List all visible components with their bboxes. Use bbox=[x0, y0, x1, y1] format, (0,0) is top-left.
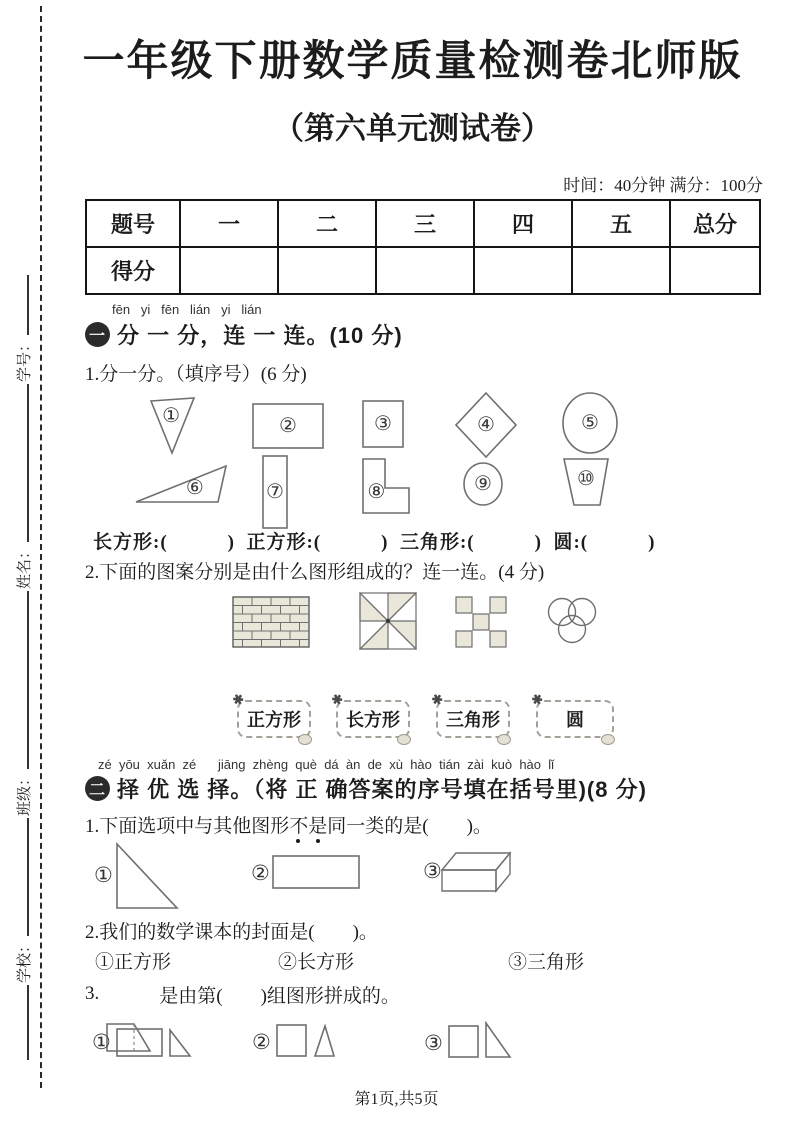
shape-l-shape bbox=[362, 458, 410, 514]
option-shape-rectangle bbox=[272, 855, 360, 889]
s2-q1-pre: 1.下面选项中与其他图形 bbox=[85, 816, 290, 837]
score-table bbox=[85, 199, 761, 295]
shape-scalene-triangle bbox=[135, 462, 230, 504]
option-number: ② bbox=[252, 1030, 271, 1054]
q3-opt2-isosceles-triangle bbox=[313, 1024, 337, 1058]
name-blank bbox=[25, 384, 29, 542]
page-title: 一年级下册数学质量检测卷北师版 bbox=[82, 39, 743, 85]
option-number: ① bbox=[92, 1030, 111, 1054]
score-header-cell: 二 bbox=[278, 200, 376, 247]
label-box-rectangle bbox=[329, 690, 410, 738]
shape-trapezoid bbox=[563, 458, 609, 506]
score-row-label: 得分 bbox=[86, 247, 180, 294]
s2-q2-option: ②长方形 bbox=[278, 952, 355, 973]
option-number: ① bbox=[94, 863, 113, 887]
pattern-pinwheel bbox=[359, 592, 417, 650]
option-number: ③ bbox=[423, 859, 442, 883]
s2-q2-text: 2.我们的数学课本的封面是( )。 bbox=[85, 922, 378, 943]
section2-heading-text: 择 优 选 择。（将 正 确答案的序号填在括号里)(8 分) bbox=[117, 777, 647, 802]
pattern-brick-wall bbox=[232, 596, 310, 648]
score-header-row bbox=[86, 200, 760, 247]
section-two-badge-icon: 二 bbox=[85, 776, 110, 801]
s2-q3-post: 是由第( )组图形拼成的。 bbox=[159, 985, 400, 1007]
shape-tall-rectangle bbox=[262, 455, 288, 529]
shape-number: ⑤ bbox=[581, 412, 599, 434]
q3-opt2-square bbox=[276, 1024, 308, 1058]
score-cell bbox=[278, 247, 376, 294]
score-cell bbox=[376, 247, 474, 294]
blob-icon bbox=[601, 734, 615, 745]
section-one-badge-icon: 一 bbox=[85, 322, 110, 347]
shape-number: ⑧ bbox=[367, 480, 386, 503]
label-box-text: 长方形 bbox=[346, 710, 400, 730]
blob-icon bbox=[397, 734, 411, 745]
label-box-text: 圆 bbox=[566, 710, 584, 730]
label-box-text: 三角形 bbox=[446, 710, 500, 730]
shape-square bbox=[362, 400, 404, 448]
s1-q1-answer-line: 长方形:( ) 正方形:( ) 三角形:( ) 圆:( ) bbox=[93, 532, 656, 553]
label-box-triangle bbox=[429, 690, 510, 738]
shape-number: ⑦ bbox=[266, 481, 284, 503]
q3-option-group-2 bbox=[252, 1020, 337, 1058]
s2-q1-text bbox=[85, 811, 492, 838]
pin-icon: ✱ bbox=[529, 690, 546, 709]
s2-q3-pre: 3. bbox=[85, 983, 100, 1004]
shape-triangle-down bbox=[148, 395, 196, 457]
score-cell bbox=[474, 247, 572, 294]
blob-icon bbox=[298, 734, 312, 745]
school-blank bbox=[25, 818, 29, 936]
student-info-sidebar bbox=[0, 0, 34, 1122]
pin-icon: ✱ bbox=[429, 690, 446, 709]
section2-pinyin: zé yōu xuǎn zé jiāng zhèng què dá àn de xù hào tián zài kuò hào lǐ bbox=[98, 757, 555, 772]
score-value-row bbox=[86, 247, 760, 294]
q3-option-group-3 bbox=[424, 1019, 513, 1059]
student-id-blank bbox=[25, 275, 29, 335]
section1-pinyin: fēn yi fēn lián yi lián bbox=[112, 302, 262, 317]
section1-heading-text: 分 一 分，连 一 连。(10 分) bbox=[117, 323, 403, 348]
score-header-cell: 五 bbox=[572, 200, 670, 247]
shape-rectangle bbox=[252, 403, 324, 449]
score-header-cell: 一 bbox=[180, 200, 278, 247]
shape-number: ④ bbox=[477, 414, 495, 436]
q3-composite-shape bbox=[106, 979, 152, 1009]
shape-number: ③ bbox=[374, 413, 392, 435]
page-number: 第1页,共5页 bbox=[354, 1091, 439, 1108]
shape-number: ⑨ bbox=[474, 473, 492, 495]
school-label: 学校： bbox=[16, 937, 33, 983]
shape-number: ① bbox=[162, 405, 180, 428]
s2-q3-text bbox=[85, 979, 400, 1009]
shape-circle bbox=[562, 392, 618, 454]
s2-q2-option: ③三角形 bbox=[508, 952, 585, 973]
q3-option-group-1 bbox=[92, 1022, 193, 1058]
label-box-text: 正方形 bbox=[247, 710, 301, 730]
score-header-cell: 总分 bbox=[670, 200, 760, 247]
pattern-overlapping-circles bbox=[544, 597, 600, 647]
q3-opt3-right-triangle bbox=[485, 1021, 513, 1059]
shape-number: ② bbox=[279, 415, 297, 437]
student-id-label: 学号： bbox=[16, 336, 33, 382]
s2-q2-option: ①正方形 bbox=[95, 952, 172, 973]
page-subtitle: （第六单元测试卷） bbox=[273, 111, 552, 146]
pin-icon: ✱ bbox=[230, 690, 247, 709]
blob-icon bbox=[497, 734, 511, 745]
score-cell bbox=[180, 247, 278, 294]
q3-opt3-square bbox=[448, 1025, 480, 1059]
option-number: ③ bbox=[424, 1031, 443, 1055]
section2-heading bbox=[85, 773, 647, 804]
s1-q2-text: 2.下面的图案分别是由什么图形组成的？连一连。(4 分) bbox=[85, 562, 545, 583]
shape-diamond bbox=[455, 392, 517, 458]
blank-line bbox=[25, 985, 29, 1060]
label-box-circle bbox=[529, 690, 614, 738]
seal-dashed-line bbox=[40, 6, 42, 1088]
option-shape-right-triangle bbox=[115, 842, 181, 910]
q3-opt1-right-triangle bbox=[169, 1028, 193, 1058]
score-header-cell: 题号 bbox=[86, 200, 180, 247]
option-number: ② bbox=[251, 861, 270, 885]
option-shape-cuboid bbox=[441, 851, 513, 893]
shape-circle bbox=[463, 462, 503, 506]
score-cell bbox=[670, 247, 760, 294]
score-header-cell: 四 bbox=[474, 200, 572, 247]
pin-icon: ✱ bbox=[329, 690, 346, 709]
name-label: 姓名： bbox=[16, 543, 33, 589]
pattern-square-cross bbox=[455, 596, 507, 648]
shape-number: ⑩ bbox=[577, 468, 595, 491]
label-box-square bbox=[230, 690, 311, 738]
exam-meta: 时间：40分钟 满分：100分 bbox=[563, 176, 763, 195]
s2-q1-post: 同一类的是( )。 bbox=[327, 816, 492, 837]
section1-heading bbox=[85, 319, 403, 350]
score-cell bbox=[572, 247, 670, 294]
s2-q1-emphasis: 不是 bbox=[289, 816, 328, 837]
class-label: 班级： bbox=[16, 770, 33, 816]
q3-opt1-rectangle bbox=[116, 1028, 164, 1058]
score-header-cell: 三 bbox=[376, 200, 474, 247]
class-blank bbox=[25, 591, 29, 769]
shape-number: ⑥ bbox=[185, 477, 204, 500]
s1-q1-text: 1.分一分。（填序号）(6 分) bbox=[85, 364, 307, 385]
